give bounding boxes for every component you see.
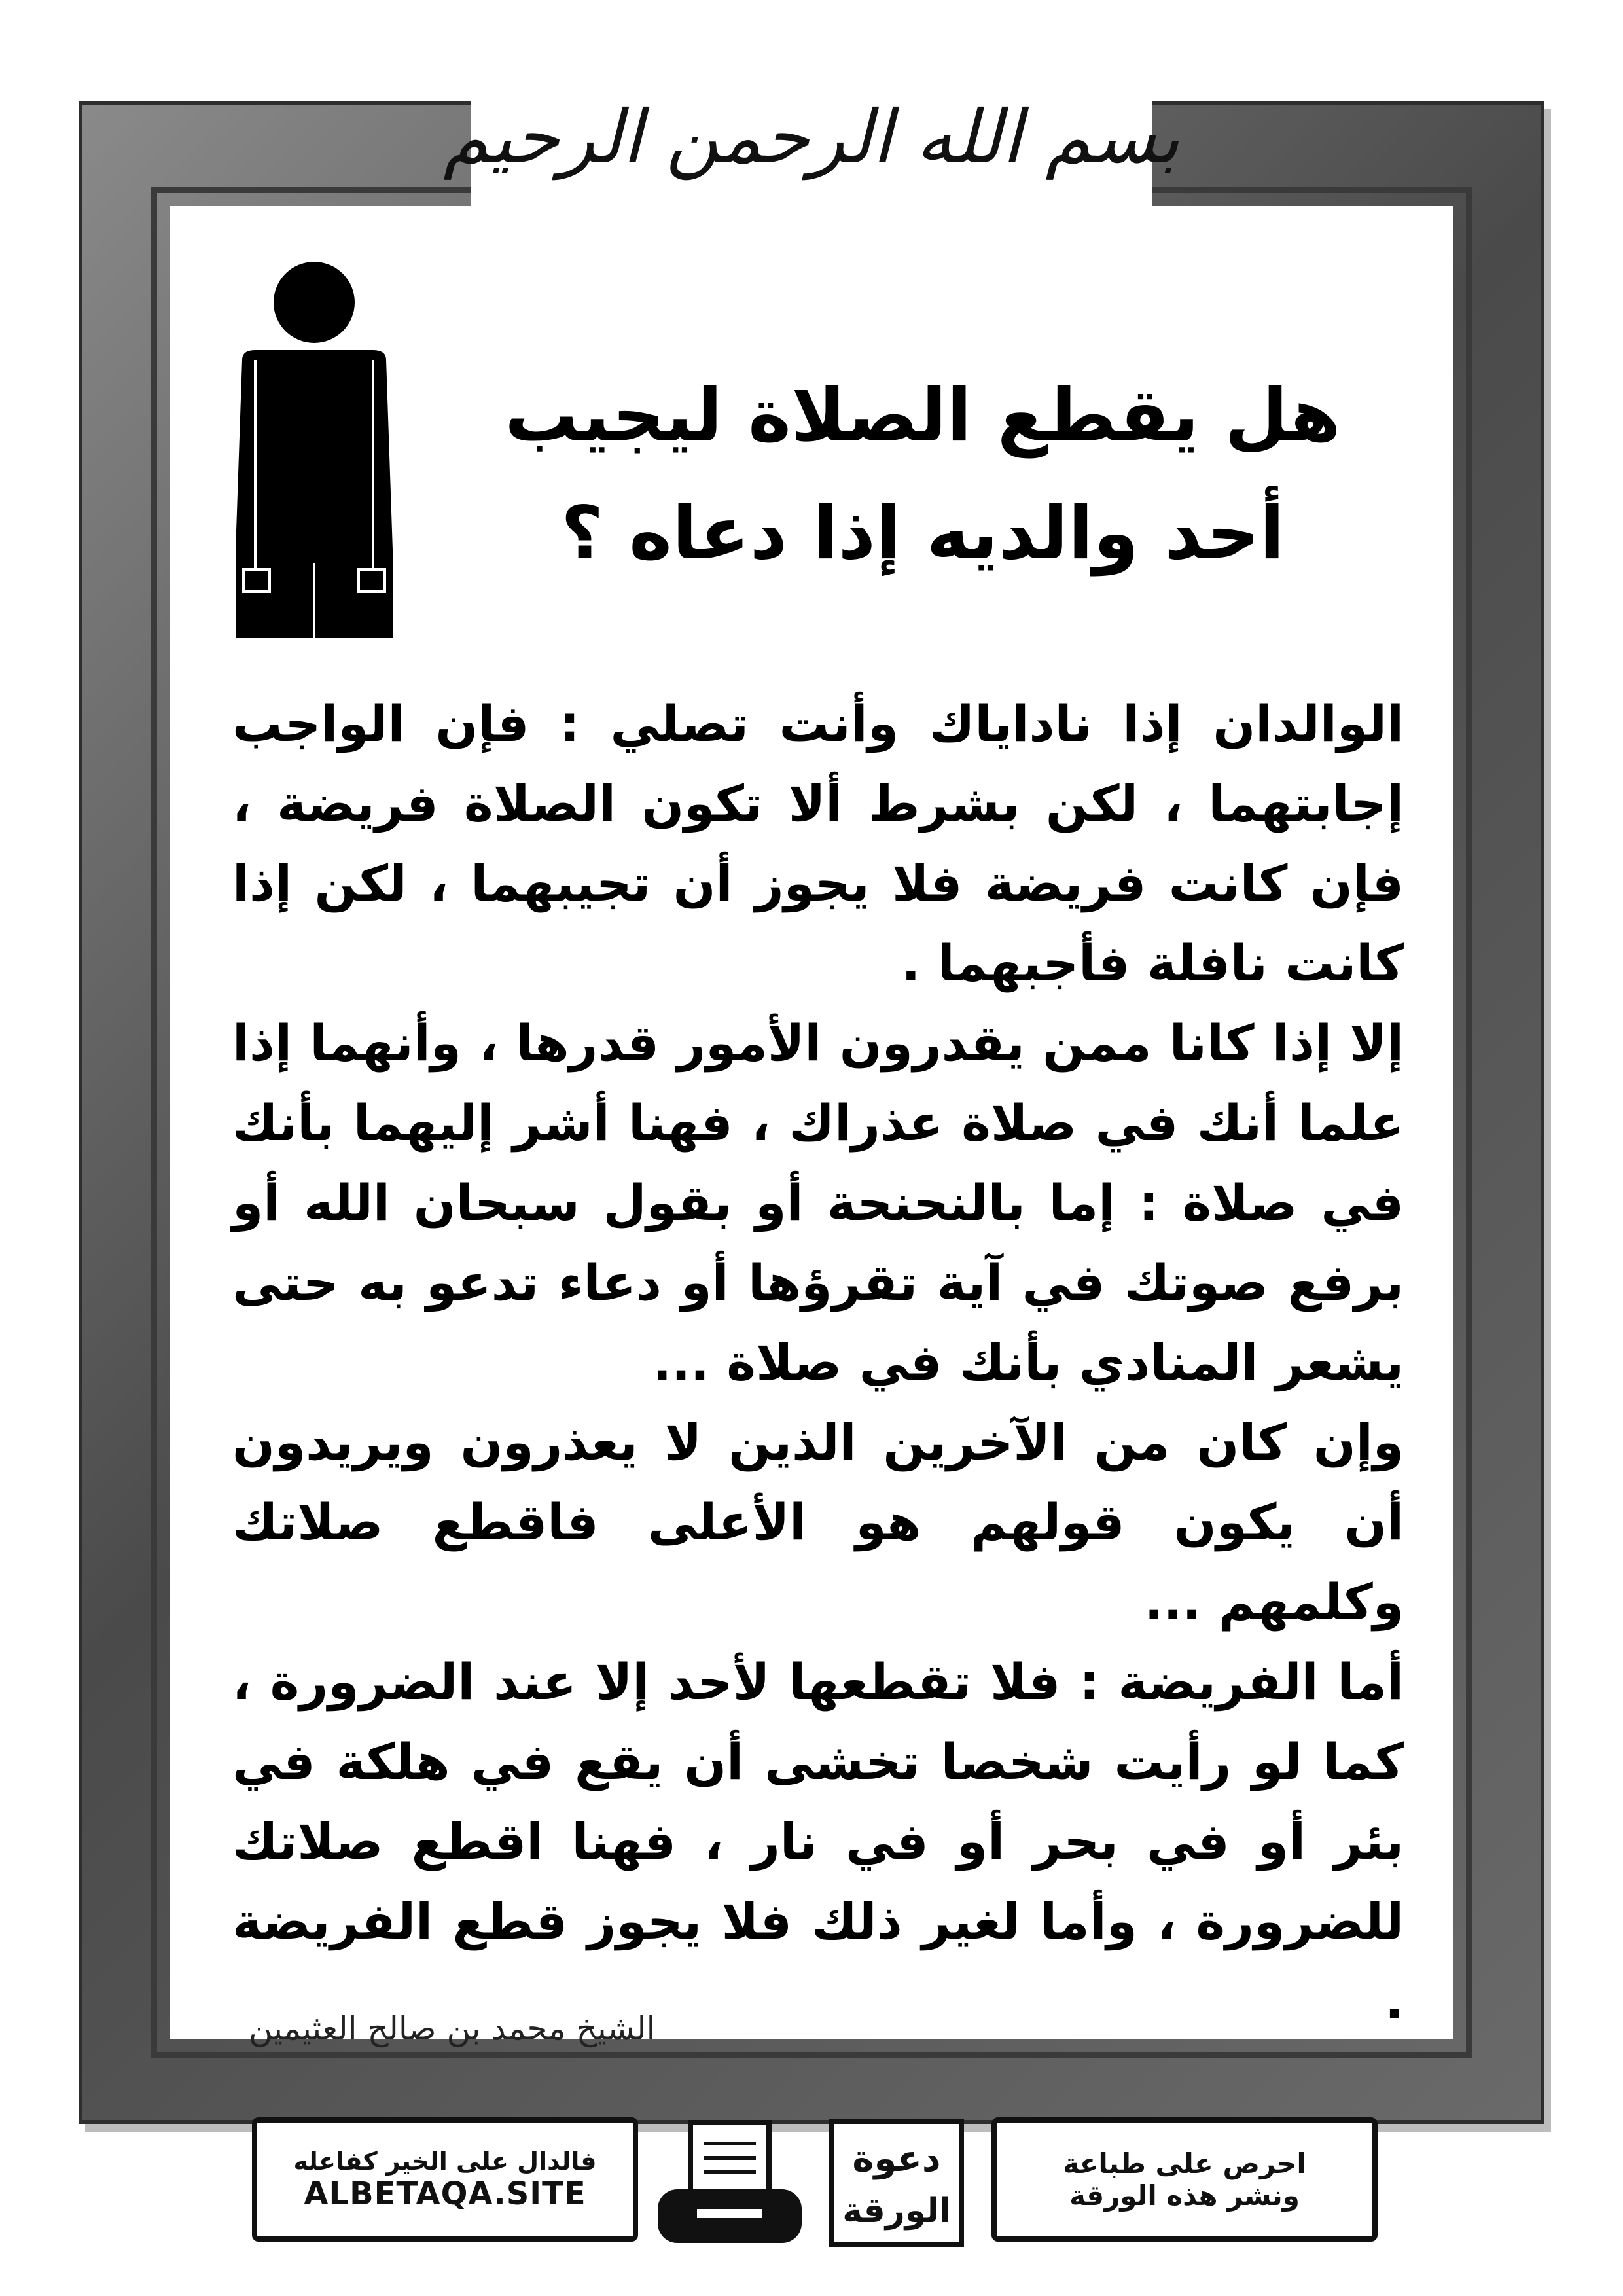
paragraph: الوالدان إذا ناداياك وأنت تصلي : فإن الواجب إجابتهما ، لكن بشرط ألا تكون الصلاة فريضة ، فإن كانت فريضة فلا يجوز أن تجيبهما ، لكن إذا كانت نافلة فأجبهما . (232, 694, 1404, 992)
basmala-calligraphy: بسم الله الرحمن الرحيم (443, 95, 1180, 180)
footer-print-box (991, 2117, 1378, 2242)
page-title (432, 357, 1414, 592)
print-reminder-line-1: احرص على طباعة (1063, 2147, 1306, 2179)
footer-website-box (252, 2117, 638, 2242)
author-attribution: الشيخ محمد بن صالح العثيمين (249, 2009, 656, 2047)
basmala-header (443, 39, 1180, 236)
article-body (232, 684, 1404, 2041)
footer-slogan: فالدال على الخير كفاعله (293, 2147, 597, 2176)
printer-icon (651, 2117, 808, 2248)
paragraph: إلا إذا كانا ممن يقدرون الأمور قدرها ، وأنهما إذا علما أنك في صلاة عذراك ، فهنا أشر إليهما بأنك في صلاة : إما بالنحنحة أو بقول سبحان الله أو برفع صوتك في آية تقرؤها أو دعاء تدعو به حتى يشعر المنادي بأنك في صلاة ... (232, 1014, 1404, 1391)
footer-bar (252, 2117, 1378, 2248)
title-line-1: هل يقطع الصلاة ليجيب (505, 373, 1341, 458)
kufic-logo-icon (828, 2117, 965, 2248)
title-line-2: أحد والديه إذا دعاه ؟ (561, 491, 1285, 576)
print-reminder-line-2: ونشر هذه الورقة (1069, 2179, 1300, 2212)
paragraph: وإن كان من الآخرين الذين لا يعذرون ويريدون أن يكون قولهم هو الأعلى فاقطع صلاتك وكلمهم ... (232, 1413, 1404, 1631)
website-link[interactable]: ALBETAQA.SITE (304, 2176, 586, 2212)
logo-word-2: الورقة (842, 2191, 951, 2231)
logo-word-1: دعوة (852, 2138, 941, 2180)
standing-prayer-figure-icon (216, 262, 412, 641)
paragraph: أما الفريضة : فلا تقطعها لأحد إلا عند الضرورة ، كما لو رأيت شخصا تخشى أن يقع في هلكة في بئر أو في بحر أو في نار ، فهنا اقطع صلاتك للضرورة ، وأما لغير ذلك فلا يجوز قطع الفريضة . (232, 1653, 1404, 2030)
